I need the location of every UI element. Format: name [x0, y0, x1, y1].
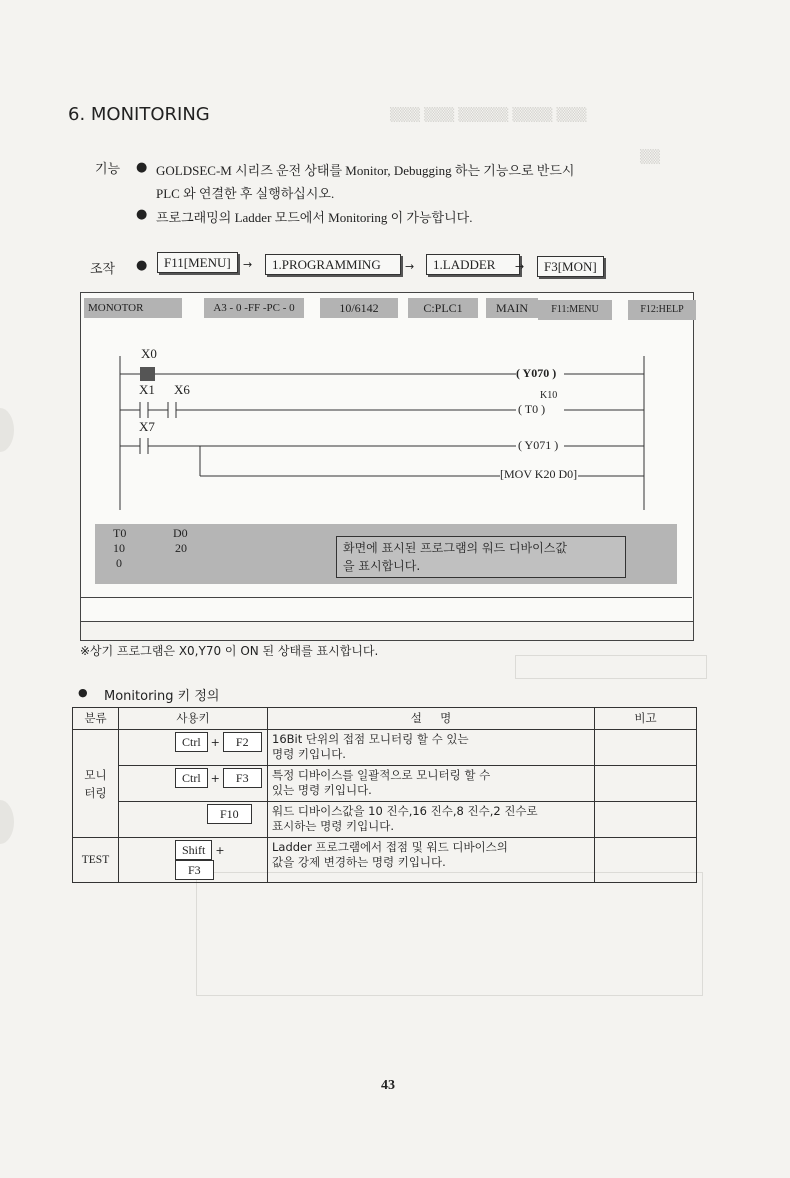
operation-label: 조작	[90, 262, 116, 277]
header-steps: 10/6142	[320, 298, 398, 318]
header-keys: 사용키	[119, 708, 268, 730]
description-line: 16Bit 단위의 접점 모니터링 할 수 있는	[272, 732, 469, 746]
note-line-2: 을 표시합니다.	[343, 559, 421, 573]
description-line: 값을 강제 변경하는 명령 키입니다.	[272, 855, 446, 869]
bullet: ●	[78, 686, 88, 699]
function-line-1: GOLDSEC-M 시리즈 운전 상태를 Monitor, Debugging 하는 기능으로 반드시	[156, 163, 575, 178]
ctrl-key: Ctrl	[175, 732, 208, 752]
header-description: 설 명	[268, 708, 595, 730]
function-line-3: 프로그래밍의 Ladder 모드에서 Monitoring 이 가능합니다.	[156, 210, 473, 225]
remarks	[595, 766, 697, 802]
device-col-d0	[173, 526, 188, 556]
bleed-through-box	[515, 655, 707, 679]
device-name: T0	[113, 526, 127, 540]
description-line: 표시하는 명령 키입니다.	[272, 819, 395, 833]
header-category: 분류	[73, 708, 119, 730]
header-plc: C:PLC1	[408, 298, 478, 318]
bullet: ●	[136, 160, 148, 175]
function-label: 기능	[95, 162, 121, 177]
table-row	[73, 766, 697, 802]
coil-y070: ( Y070 )	[516, 366, 557, 380]
key-combo: Ctrl + F2	[119, 730, 268, 766]
header-mode: MONOTOR	[84, 298, 182, 318]
key-combo	[119, 802, 268, 838]
table-row	[73, 730, 697, 766]
device-value: 20	[175, 541, 187, 555]
bullet: ●	[136, 258, 148, 273]
device-name: D0	[173, 526, 188, 540]
device-col-t0	[113, 526, 126, 571]
table-row	[73, 802, 697, 838]
page-number: 43	[381, 1078, 395, 1093]
description	[268, 802, 595, 838]
header-main: MAIN	[486, 298, 538, 318]
step-f3-mon: F3[MON]	[537, 256, 604, 277]
table-row	[73, 838, 697, 883]
step-f11-menu: F11[MENU]	[157, 252, 238, 273]
function-line-2: PLC 와 연결한 후 실행하십시오.	[156, 186, 335, 201]
remarks	[595, 838, 697, 883]
remarks	[595, 730, 697, 766]
contact-x6-label: X6	[174, 382, 190, 397]
contact-x7-label: X7	[139, 419, 155, 434]
key-definition-table	[72, 707, 697, 883]
device-value: 0	[116, 556, 122, 570]
arrow-icon: →	[405, 260, 415, 273]
contact-x0-on	[140, 367, 155, 381]
shift-key: Shift	[175, 840, 212, 860]
monitor-status-line	[80, 620, 694, 641]
step-programming: 1.PROGRAMMING	[265, 254, 401, 275]
instruction-mov: [MOV K20 D0]	[500, 467, 578, 481]
ctrl-key: Ctrl	[175, 768, 208, 788]
f3-key: F3	[175, 860, 214, 880]
category-monitoring: 모니 터링	[73, 730, 119, 838]
description	[268, 838, 595, 883]
binder-hole	[0, 408, 14, 452]
remarks	[595, 802, 697, 838]
bleed-through-box	[196, 872, 703, 996]
bullet: ●	[136, 207, 148, 222]
coil-t0: ( T0 )	[518, 402, 546, 416]
description-line: Ladder 프로그램에서 접점 및 워드 디바이스의	[272, 840, 508, 854]
description-line: 워드 디바이스값을 10 진수,16 진수,8 진수,2 진수로	[272, 804, 538, 818]
key-def-title: Monitoring 키 정의	[104, 689, 220, 704]
header-remarks: 비고	[595, 708, 697, 730]
bleed-through-text: ▒▒▒ ▒▒▒ ▒▒▒▒▒ ▒▒▒▒ ▒▒▒	[390, 108, 587, 123]
device-value: 10	[113, 541, 125, 555]
description-line: 있는 명령 키입니다.	[272, 783, 372, 797]
f2-key: F2	[223, 732, 262, 752]
header-f12-help[interactable]: F12:HELP	[628, 300, 696, 320]
contact-x0-label: X0	[141, 346, 157, 361]
description-line: 명령 키입니다.	[272, 747, 346, 761]
arrow-icon: →	[515, 260, 525, 273]
note-line-1: 화면에 표시된 프로그램의 워드 디바이스값	[343, 541, 567, 555]
explanation-note	[336, 536, 626, 578]
timer-constant: K10	[540, 390, 558, 401]
bleed-through-text: ▒▒	[640, 150, 660, 165]
key-combo: Shift +F3	[119, 838, 268, 883]
f3-key: F3	[223, 768, 262, 788]
header-f11-menu[interactable]: F11:MENU	[538, 300, 612, 320]
ladder-diagram	[80, 292, 692, 522]
description-line: 특정 디바이스를 일괄적으로 모니터링 할 수	[272, 768, 491, 782]
description	[268, 730, 595, 766]
description	[268, 766, 595, 802]
header-station: A3 - 0 -FF -PC - 0	[204, 298, 304, 318]
key-combo: Ctrl + F3	[119, 766, 268, 802]
category-test: TEST	[73, 838, 119, 883]
section-title: 6. MONITORING	[68, 104, 210, 125]
step-ladder: 1.LADDER	[426, 254, 520, 275]
contact-x1-label: X1	[139, 382, 155, 397]
f10-key: F10	[207, 804, 252, 824]
binder-hole	[0, 800, 14, 844]
coil-y071: ( Y071 )	[518, 438, 559, 452]
divider	[80, 597, 692, 598]
arrow-icon: →	[243, 258, 253, 271]
caption: ※상기 프로그램은 X0,Y70 이 ON 된 상태를 표시합니다.	[80, 644, 379, 658]
